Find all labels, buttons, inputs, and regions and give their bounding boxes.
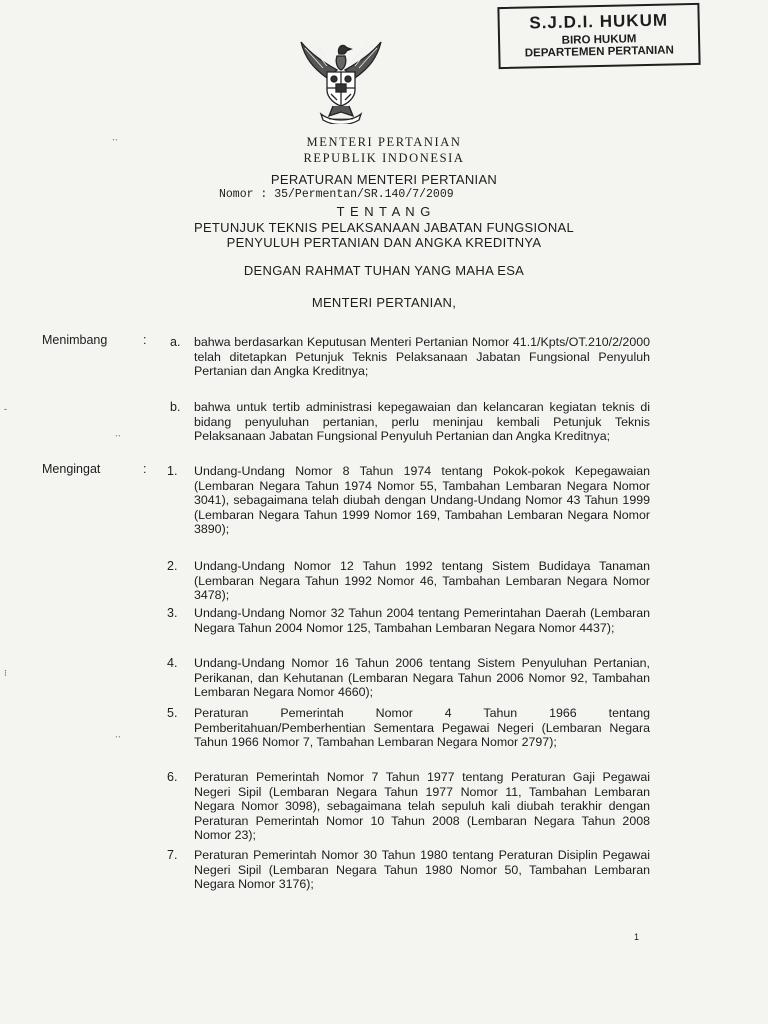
mengingat-item-text: Peraturan Pemerintah Nomor 30 Tahun 1980 tentang Peraturan Disiplin Pegawai Negeri Sipil (Lembaran Negara Tahun 1980 Nomor 50, Tambahan Lembaran Negara Nomor 3176); xyxy=(194,848,650,892)
mengingat-colon: : xyxy=(143,462,147,476)
mengingat-item-text: Peraturan Pemerintah Nomor 4 Tahun 1966 tentang Pemberitahuan/Pemberhentian Sementara Pegawai Negeri (Lembaran Negara Tahun 1966 Nomor 7, Tambahan Lembaran Negara Nomor 2797); xyxy=(194,706,650,750)
subject-line-1: PETUNJUK TEKNIS PELAKSANAAN JABATAN FUNGSIONAL xyxy=(193,220,575,235)
mengingat-item-marker: 5. xyxy=(167,706,178,720)
scan-speck: ˋˋ xyxy=(115,735,121,745)
letterhead-line-1: MENTERI PERTANIAN xyxy=(306,135,462,149)
scan-speck: ˋˋ xyxy=(112,138,118,148)
mengingat-item-marker: 4. xyxy=(167,656,178,670)
scan-speck: - xyxy=(4,404,7,414)
menimbang-item-text: bahwa berdasarkan Keputusan Menteri Pertanian Nomor 41.1/Kpts/OT.210/2/2000 telah ditetapkan Petunjuk Teknis Pelaksanaan Jabatan Fungsional Penyuluh Pertanian dan Angka Kreditnya; xyxy=(194,335,650,379)
mengingat-item-marker: 6. xyxy=(167,770,178,784)
mengingat-item-text: Undang-Undang Nomor 8 Tahun 1974 tentang Pokok-pokok Kepegawaian (Lembaran Negara Tahun 1974 Nomor 55, Tambahan Lembaran Negara Nomor 3041), sebagaimana telah diubah dengan Undang-Undang Nomor 43 Tahun 1999 (Lembaran Negara Tahun 1999 Nomor 169, Tambahan Lembaran Negara Nomor 3890); xyxy=(194,464,650,537)
mengingat-item-marker: 7. xyxy=(167,848,178,862)
garuda-emblem-icon xyxy=(293,32,389,124)
scan-speck: ⁝ xyxy=(4,668,7,678)
regulation-title: PERATURAN MENTERI PERTANIAN xyxy=(270,172,498,187)
issuer-heading: MENTERI PERTANIAN, xyxy=(311,295,457,310)
menimbang-item-text: bahwa untuk tertib administrasi kepegawaian dan kelancaran kegiatan teknis di bidang penyuluhan pertanian, perlu meninjau kembali Petunjuk Teknis Pelaksanaan Jabatan Fungsional Penyuluh Pertanian dan Angka Kreditnya; xyxy=(194,400,650,444)
menimbang-label: Menimbang xyxy=(42,333,108,347)
menimbang-colon: : xyxy=(143,333,147,347)
mengingat-label: Mengingat xyxy=(42,462,101,476)
mengingat-item-text: Undang-Undang Nomor 12 Tahun 1992 tentang Sistem Budidaya Tanaman (Lembaran Negara Tahun 1992 Nomor 46, Tambahan Lembaran Negara Nomor 3478); xyxy=(194,559,650,603)
menimbang-item-marker: a. xyxy=(170,335,181,349)
stamp-line-3: DEPARTEMEN PERTANIAN xyxy=(524,44,674,60)
mengingat-item-marker: 3. xyxy=(167,606,178,620)
legal-stamp xyxy=(497,3,700,69)
scan-speck: ˋˋ xyxy=(115,434,121,444)
page-number: 1 xyxy=(634,932,640,942)
mengingat-item-marker: 2. xyxy=(167,559,178,573)
mengingat-item-text: Undang-Undang Nomor 16 Tahun 2006 tentang Sistem Penyuluhan Pertanian, Perikanan, dan Kehutanan (Lembaran Negara Tahun 2006 Nomor 92, Tambahan Lembaran Negara Nomor 4660); xyxy=(194,656,650,700)
stamp-line-2: BIRO HUKUM xyxy=(561,33,637,47)
invocation: DENGAN RAHMAT TUHAN YANG MAHA ESA xyxy=(243,263,525,278)
tentang-heading: T E N T A N G xyxy=(336,204,432,219)
subject-line-2: PENYULUH PERTANIAN DAN ANGKA KREDITNYA xyxy=(226,235,542,250)
regulation-number: Nomor : 35/Permentan/SR.140/7/2009 xyxy=(219,188,454,201)
stamp-line-1: S.J.D.I. HUKUM xyxy=(529,10,669,33)
mengingat-item-text: Peraturan Pemerintah Nomor 7 Tahun 1977 tentang Peraturan Gaji Pegawai Negeri Sipil (Lembaran Negara Tahun 1977 Nomor 11, Tambahan Lembaran Negara Nomor 3098), sebagaimana telah sepuluh kali diubah terakhir dengan Peraturan Pemerintah Nomor 10 Tahun 2008 (Lembaran Negara Tahun 2008 Nomor 23); xyxy=(194,770,650,843)
mengingat-item-marker: 1. xyxy=(167,464,178,478)
letterhead-line-2: REPUBLIK INDONESIA xyxy=(303,151,465,165)
mengingat-item-text: Undang-Undang Nomor 32 Tahun 2004 tentang Pemerintahan Daerah (Lembaran Negara Tahun 2004 Nomor 125, Tambahan Lembaran Negara Nomor 4437); xyxy=(194,606,650,635)
menimbang-item-marker: b. xyxy=(170,400,181,414)
